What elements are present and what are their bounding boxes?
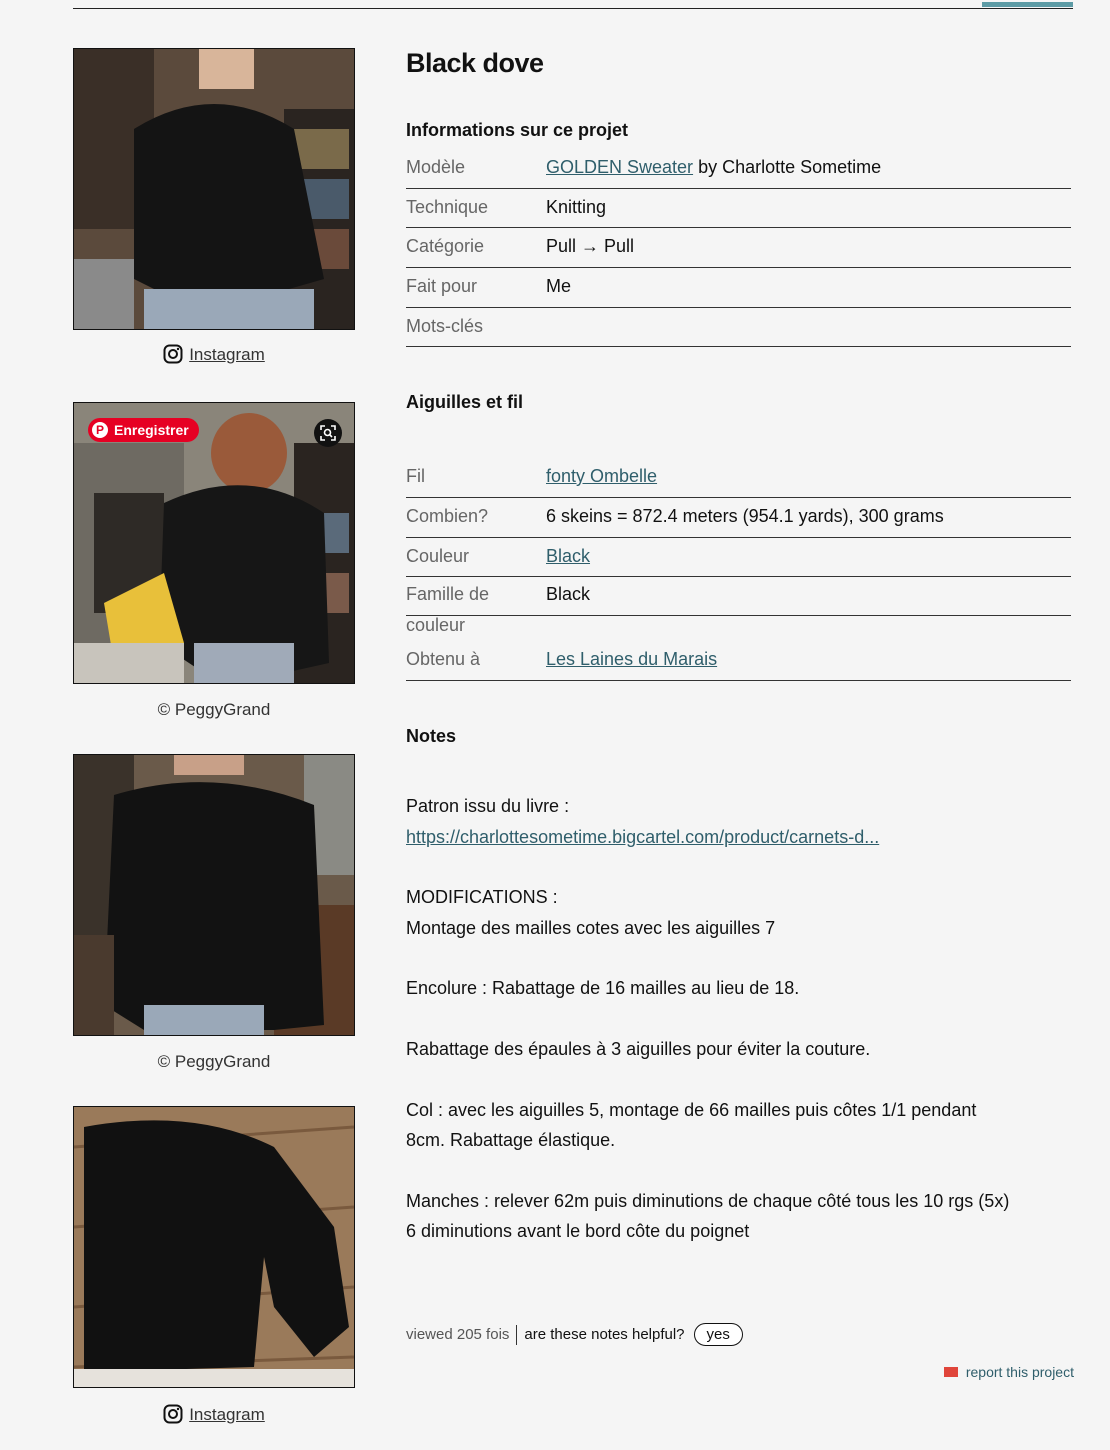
project-photo-1[interactable] — [73, 48, 355, 330]
note-line: MODIFICATIONS : — [406, 887, 558, 907]
instagram-link-1[interactable]: Instagram — [189, 345, 265, 364]
visual-search-icon[interactable] — [314, 419, 342, 447]
helpful-question: are these notes helpful? — [524, 1326, 685, 1343]
row-value — [546, 157, 881, 178]
pinterest-save-button[interactable]: P Enregistrer — [88, 418, 199, 442]
row-label: Modèle — [406, 157, 466, 177]
row-label: Combien? — [406, 506, 489, 526]
section-title-notes: Notes — [406, 726, 457, 746]
flag-icon — [944, 1367, 958, 1377]
yarn-row-yarn — [406, 458, 1071, 498]
note-line: 6 diminutions avant le bord côte du poignet — [406, 1221, 750, 1241]
book-link[interactable]: https://charlottesometime.bigcartel.com/product/carnets-d... — [406, 827, 880, 847]
report-label: report this project — [965, 1364, 1074, 1380]
instagram-icon — [163, 1404, 183, 1429]
yarn-row-color-family — [406, 576, 1071, 635]
row-label: Catégorie — [406, 236, 485, 256]
active-tab-indicator — [982, 2, 1073, 7]
row-value: Me — [546, 276, 572, 296]
note-line: Manches : relever 62m puis diminutions de chaque côté tous les 10 rgs (5x) — [406, 1191, 1010, 1211]
project-photo-4[interactable] — [73, 1106, 355, 1388]
info-row-technique — [406, 188, 1071, 228]
header-divider — [73, 8, 1073, 9]
yarn-row-obtained — [406, 615, 1071, 681]
note-line: 8cm. Rabattage élastique. — [406, 1130, 616, 1150]
report-project-link[interactable] — [944, 1364, 1074, 1380]
row-value — [546, 546, 590, 567]
project-photo-3[interactable] — [73, 754, 355, 1036]
note-line — [406, 822, 879, 852]
note-line: Encolure : Rabattage de 16 mailles au lieu de 18. — [406, 978, 800, 998]
note-line: Patron issu du livre : — [406, 796, 570, 816]
photo-caption-3: © PeggyGrand — [157, 1052, 271, 1071]
row-value: Pull → Pull — [546, 236, 635, 256]
notes-feedback-bar — [406, 1323, 743, 1346]
photo-caption-2: © PeggyGrand — [157, 700, 271, 719]
row-label: Technique — [406, 197, 489, 217]
color-link[interactable]: Black — [546, 546, 591, 566]
divider — [516, 1325, 517, 1345]
row-label: Fil — [406, 466, 425, 486]
view-count: viewed 205 fois — [406, 1326, 510, 1343]
designer-text: by Charlotte Sometime — [693, 157, 882, 177]
row-label: Obtenu à — [406, 649, 481, 669]
pattern-link[interactable]: GOLDEN Sweater — [546, 157, 694, 177]
note-line: Montage des mailles cotes avec les aiguilles 7 — [406, 918, 776, 938]
row-value: Knitting — [546, 197, 607, 217]
row-value: 6 skeins = 872.4 meters (954.1 yards), 300 grams — [546, 506, 944, 526]
note-line: Col : avec les aiguilles 5, montage de 66 mailles puis côtes 1/1 pendant — [406, 1100, 977, 1120]
instagram-link-2[interactable]: Instagram — [189, 1405, 265, 1424]
info-row-made-for — [406, 267, 1071, 308]
project-photo-2[interactable] — [73, 402, 355, 684]
section-title-info: Informations sur ce projet — [406, 120, 629, 140]
info-row-category — [406, 227, 1071, 268]
info-row-model — [406, 148, 1071, 189]
row-value — [546, 649, 717, 670]
row-label: Couleur — [406, 546, 470, 566]
photo-caption-4 — [73, 1404, 355, 1429]
instagram-icon — [163, 344, 183, 369]
row-label-continued: couleur — [406, 615, 466, 635]
yarn-link[interactable]: fonty Ombelle — [546, 466, 658, 486]
row-value — [546, 466, 657, 487]
note-line: Rabattage des épaules à 3 aiguilles pour éviter la couture. — [406, 1039, 871, 1059]
section-title-needles: Aiguilles et fil — [406, 392, 524, 412]
pinterest-icon: P — [92, 422, 108, 438]
row-label: Mots-clés — [406, 316, 484, 336]
row-value: Black — [546, 584, 591, 604]
photo-caption-1 — [73, 344, 355, 369]
yarn-row-amount — [406, 497, 1071, 538]
page-title: Black dove — [406, 48, 544, 78]
info-row-tags — [406, 307, 1071, 347]
helpful-yes-button[interactable]: yes — [694, 1323, 743, 1346]
yarn-row-color — [406, 537, 1071, 577]
shop-link[interactable]: Les Laines du Marais — [546, 649, 718, 669]
row-label: Fait pour — [406, 276, 478, 296]
row-label: Famille de — [406, 584, 490, 604]
